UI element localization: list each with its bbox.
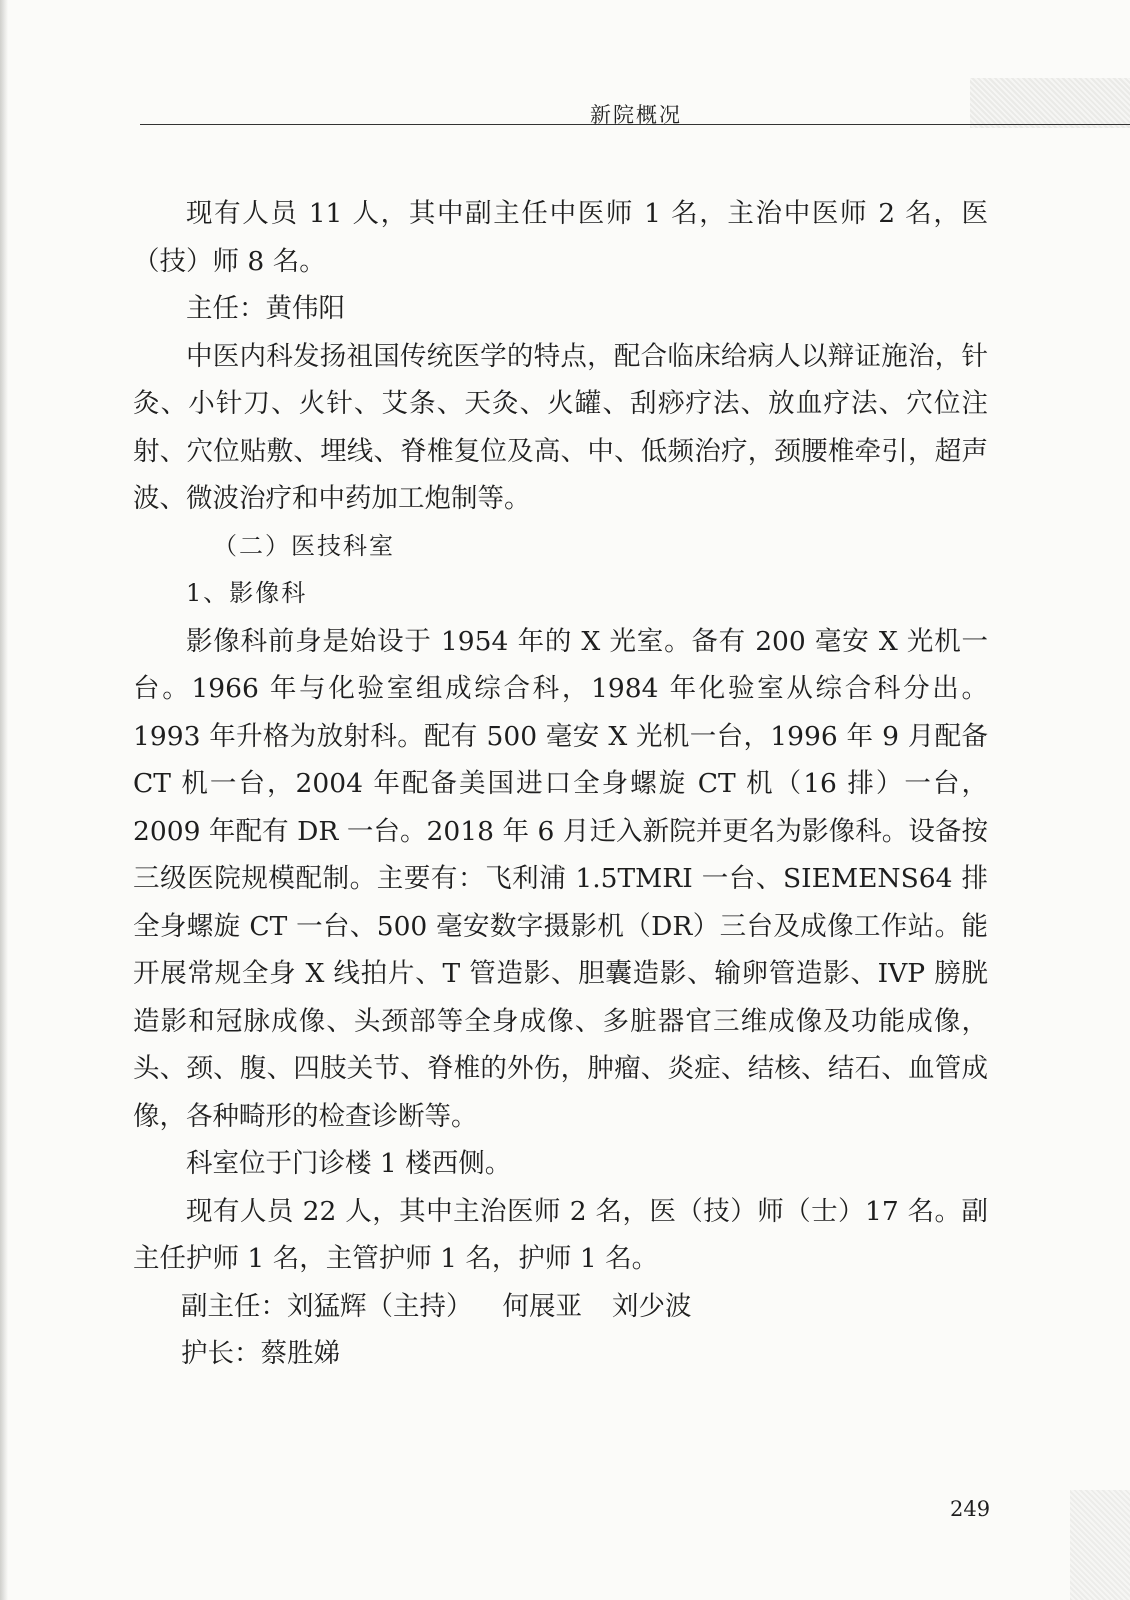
paragraph-tcm-description: 中医内科发扬祖国传统医学的特点，配合临床给病人以辩证施治，针灸、小针刀、火针、艾条、天灸、火罐、刮痧疗法、放血疗法、穴位注射、穴位贴敷、埋线、脊椎复位及高、中、低频治疗，颈腰椎牵引，超声波、微波治疗和中药加工炮制等。 [133, 340, 988, 514]
paragraph-location: 科室位于门诊楼 1 楼西侧。 [186, 1148, 512, 1179]
subsection-heading: 1、影像科 [186, 579, 308, 607]
scan-edge-shadow [0, 0, 8, 1600]
paragraph-imaging-history: 影像科前身是始设于 1954 年的 X 光室。备有 200 毫安 X 光机一台。1966 年与化验室组成综合科，1984 年化验室从综合科分出。1993 年升格为放射科。配有 500 毫安 X 光机一台，1996 年 9 月配备 CT 机一台，2004 年配备美国进口全身螺旋 CT 机（16 排）一台，2009 年配有 DR 一台。2018 年 6 月迁入新院并更名为影像科。设备按三级医院规模配制。主要有：飞利浦 1.5TMRI 一台、SIEMENS64 排全身螺旋 CT 一台、500 毫安数字摄影机（DR）三台及成像工作站。能开展常规全身 X 线拍片、T 管造影、胆囊造影、输卵管造影、IVP 膀胱造影和冠脉成像、头颈部等全身成像、多脏器官三维成像及功能成像，头、颈、腹、四肢关节、脊椎的外伤，肿瘤、炎症、结核、结石、血管成像，各种畸形的检查诊断等。 [133, 625, 988, 1132]
scan-corner-shading-bottom [1070, 1490, 1130, 1600]
page-body [133, 190, 988, 1378]
deputy-director-name-2: 何展亚 [502, 1290, 582, 1322]
paragraph-staff-tcm: 现有人员 11 人，其中副主任中医师 1 名，主治中医师 2 名，医（技）师 8 名。 [133, 198, 988, 277]
scan-corner-shading [970, 78, 1130, 128]
deputy-director-name-1: 刘猛辉（主持） [287, 1290, 473, 1322]
running-header-title: 新院概况 [590, 103, 682, 127]
page-number: 249 [950, 1497, 991, 1521]
deputy-directors-line [133, 1283, 988, 1331]
section-heading: （二）医技科室 [213, 531, 395, 560]
paragraph-staff-imaging: 现有人员 22 人，其中主治医师 2 名，医（技）师（士）17 名。副主任护师 1 名，主管护师 1 名，护师 1 名。 [133, 1195, 988, 1274]
header-rule [140, 124, 1130, 125]
head-nurse-line: 护长：蔡胜娣 [181, 1338, 340, 1369]
deputy-directors-label: 副主任： [181, 1290, 287, 1322]
paragraph-director: 主任：黄伟阳 [186, 293, 345, 324]
deputy-director-name-3: 刘少波 [612, 1290, 692, 1322]
